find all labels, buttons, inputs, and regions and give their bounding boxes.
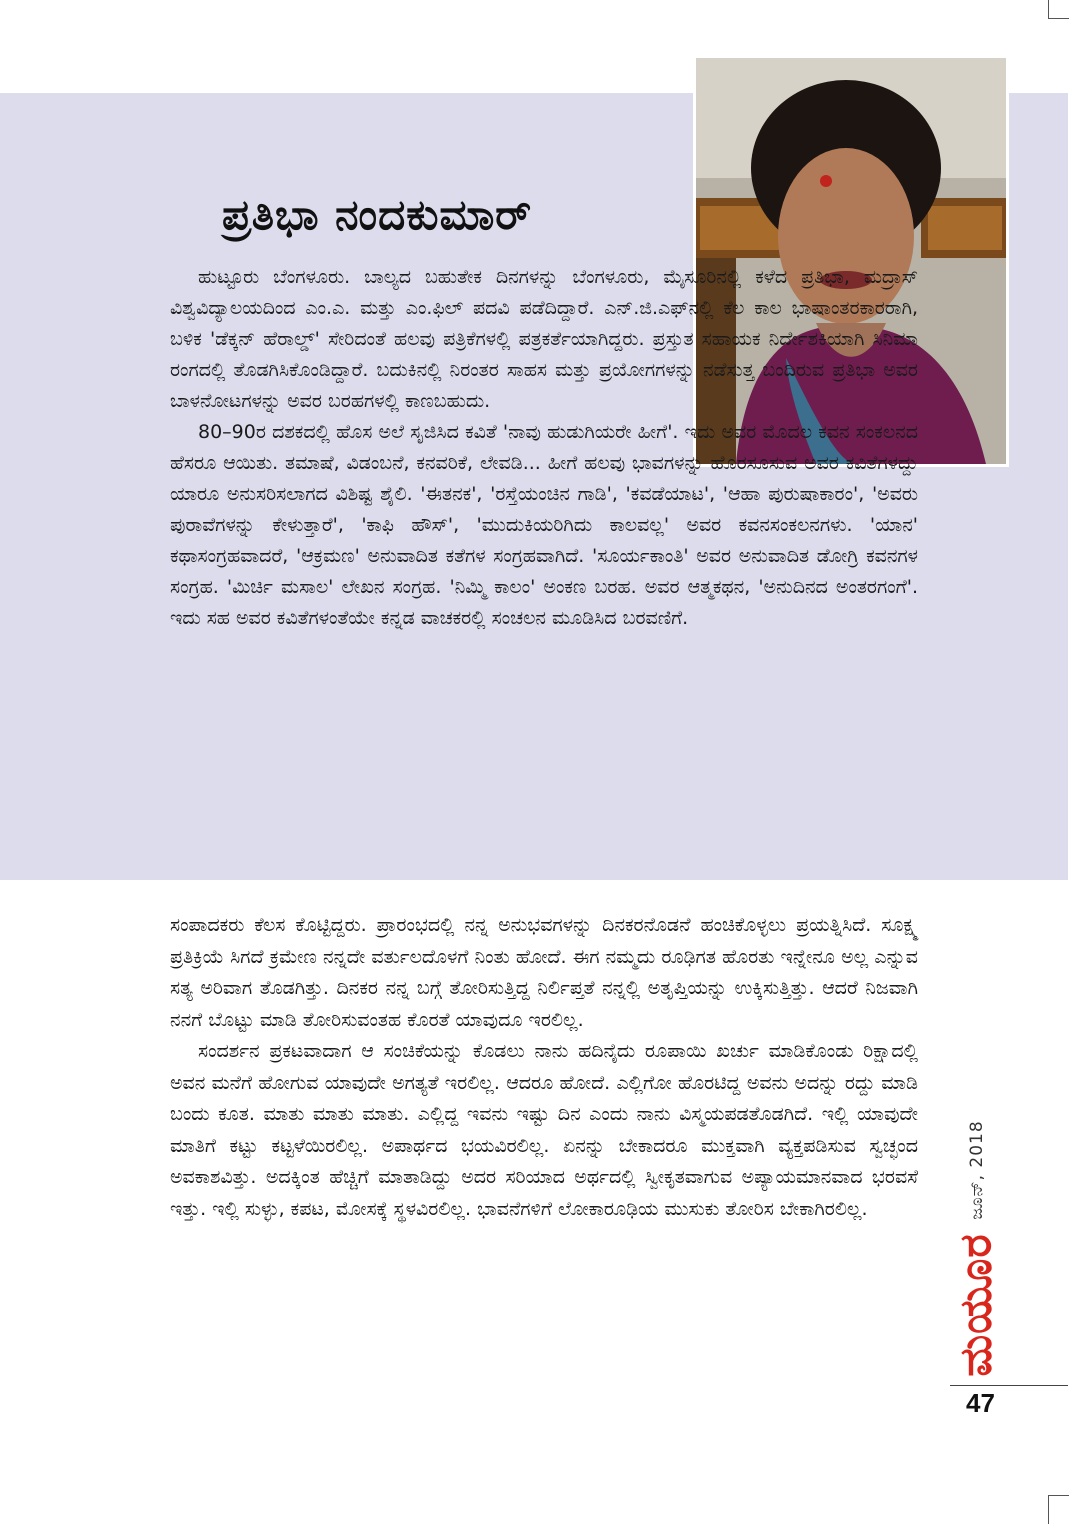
issue-date-text: ಜೂನ್, 2018 <box>967 1120 987 1220</box>
magazine-logo-text: ಮಯೂರ <box>950 1233 1002 1377</box>
article-paragraph: ಸಂಪಾದಕರು ಕೆಲಸ ಕೊಟ್ಟಿದ್ದರು. ಪ್ರಾರಂಭದಲ್ಲಿ ನನ್ನ ಅನುಭವಗಳನ್ನು ದಿನಕರನೊಡನೆ ಹಂಚಿಕೊಳ್ಳಲು ಪ್ರಯತ್ನಿಸಿದೆ. ಸೂಕ್ಷ್ಮ ಪ್ರತಿಕ್ರಿಯೆ ಸಿಗದೆ ಕ್ರಮೇಣ ನನ್ನದೇ ವರ್ತುಲದೊಳಗೆ ನಿಂತು ಹೋದೆ. ಈಗ ನಮ್ಮದು ರೂಢಿಗತ ಹೊರತು ಇನ್ನೇನೂ ಅಲ್ಲ ಎನ್ನುವ ಸತ್ಯ ಅರಿವಾಗ ತೊಡಗಿತ್ತು. ದಿನಕರ ನನ್ನ ಬಗ್ಗೆ ತೋರಿಸುತ್ತಿದ್ದ ನಿರ್ಲಿಪ್ತತೆ ನನ್ನಲ್ಲಿ ಅತೃಪ್ತಿಯನ್ನು ಉಕ್ಕಿಸುತ್ತಿತ್ತು. ಆದರೆ ನಿಜವಾಗಿ ನನಗೆ ಬೊಟ್ಟು ಮಾಡಿ ತೋರಿಸುವಂತಹ ಕೊರತೆ ಯಾವುದೂ ಇರಲಿಲ್ಲ. <box>170 914 918 1031</box>
bio-paragraph: ಹುಟ್ಟೂರು ಬೆಂಗಳೂರು. ಬಾಲ್ಯದ ಬಹುತೇಕ ದಿನಗಳನ್ನು ಬೆಂಗಳೂರು, ಮೈಸೂರಿನಲ್ಲಿ ಕಳೆದ ಪ್ರತಿಭಾ, ಮದ್ರಾಸ್ ವಿಶ್ವವಿದ್ಯಾಲಯದಿಂದ ಎಂ.ಎ. ಮತ್ತು ಎಂ.ಫಿಲ್ ಪದವಿ ಪಡೆದಿದ್ದಾರೆ. ಎನ್.ಜಿ.ಎಫ್‌ನಲ್ಲಿ ಕೆಲ ಕಾಲ ಭಾಷಾಂತರಕಾರರಾಗಿ, ಬಳಿಕ 'ಡೆಕ್ಕನ್ ಹೆರಾಲ್ಡ್' ಸೇರಿದಂತೆ ಹಲವು ಪತ್ರಿಕೆಗಳಲ್ಲಿ ಪತ್ರಕರ್ತೆಯಾಗಿದ್ದರು. ಪ್ರಸ್ತುತ ಸಹಾಯಕ ನಿರ್ದೇಶಕಿಯಾಗಿ ಸಿನಿಮಾ ರಂಗದಲ್ಲಿ ತೊಡಗಿಸಿಕೊಂಡಿದ್ದಾರೆ. ಬದುಕಿನಲ್ಲಿ ನಿರಂತರ ಸಾಹಸ ಮತ್ತು ಪ್ರಯೋಗಗಳನ್ನು ನಡೆಸುತ್ತ ಬಂದಿರುವ ಪ್ರತಿಭಾ ಅವರ ಬಾಳನೋಟಗಳನ್ನು ಅವರ ಬರಹಗಳಲ್ಲಿ ಕಾಣಬಹುದು. <box>170 266 918 412</box>
magazine-logo <box>948 1235 1004 1375</box>
page-number: 47 <box>966 1388 995 1418</box>
article-paragraph: ಸಂದರ್ಶನ ಪ್ರಕಟವಾದಾಗ ಆ ಸಂಚಿಕೆಯನ್ನು ಕೊಡಲು ನಾನು ಹದಿನೈದು ರೂಪಾಯಿ ಖರ್ಚು ಮಾಡಿಕೊಂಡು ರಿಕ್ಷಾದಲ್ಲಿ ಅವನ ಮನೆಗೆ ಹೋಗುವ ಯಾವುದೇ ಅಗತ್ಯತೆ ಇರಲಿಲ್ಲ. ಆದರೂ ಹೋದೆ. ಎಲ್ಲಿಗೋ ಹೊರಟಿದ್ದ ಅವನು ಅದನ್ನು ರದ್ದು ಮಾಡಿ ಬಂದು ಕೂತ. ಮಾತು ಮಾತು ಮಾತು. ಎಲ್ಲಿದ್ದ ಇವನು ಇಷ್ಟು ದಿನ ಎಂದು ನಾನು ವಿಸ್ಮಯಪಡತೊಡಗಿದೆ. ಇಲ್ಲಿ ಯಾವುದೇ ಮಾತಿಗೆ ಕಟ್ಟು ಕಟ್ಟಳೆಯಿರಲಿಲ್ಲ. ಅಪಾರ್ಥದ ಭಯವಿರಲಿಲ್ಲ. ಏನನ್ನು ಬೇಕಾದರೂ ಮುಕ್ತವಾಗಿ ವ್ಯಕ್ತಪಡಿಸುವ ಸ್ವಚ್ಛಂದ ಅವಕಾಶವಿತ್ತು. ಅದಕ್ಕಿಂತ ಹೆಚ್ಚಿಗೆ ಮಾತಾಡಿದ್ದು ಅದರ ಸರಿಯಾದ ಅರ್ಥದಲ್ಲಿ ಸ್ವೀಕೃತವಾಗುವ ಅಪ್ಯಾಯಮಾನವಾದ ಭರವಸೆ ಇತ್ತು. ಇಲ್ಲಿ ಸುಳ್ಳು, ಕಪಟ, ಮೋಸಕ್ಕೆ ಸ್ಥಳವಿರಲಿಲ್ಲ. ಭಾವನೆಗಳಿಗೆ ಲೋಕಾರೂಢಿಯ ಮುಸುಕು ತೋರಿಸ ಬೇಕಾಗಿರಲಿಲ್ಲ. <box>170 1040 918 1220</box>
profile-bio <box>170 262 918 634</box>
article-body <box>170 910 918 1225</box>
crop-mark-bottom-right <box>1048 1495 1069 1524</box>
issue-date <box>962 1110 992 1230</box>
profile-name: ಪ್ರತಿಭಾ ನಂದಕುಮಾರ್ <box>222 190 533 239</box>
crop-mark-top-right <box>1048 0 1069 19</box>
bio-paragraph: 80–90ರ ದಶಕದಲ್ಲಿ ಹೊಸ ಅಲೆ ಸೃಜಿಸಿದ ಕವಿತೆ 'ನಾವು ಹುಡುಗಿಯರೇ ಹೀಗೆ'. ಇದು ಅವರ ಮೊದಲ ಕವನ ಸಂಕಲನದ ಹೆಸರೂ ಆಯಿತು. ತಮಾಷೆ, ವಿಡಂಬನೆ, ಕನವರಿಕೆ, ಲೇವಡಿ... ಹೀಗೆ ಹಲವು ಭಾವಗಳನ್ನು ಹೊರಸೂಸುವ ಅವರ ಕವಿತೆಗಳದ್ದು ಯಾರೂ ಅನುಸರಿಸಲಾಗದ ವಿಶಿಷ್ಟ ಶೈಲಿ. 'ಈತನಕ', 'ರಸ್ತೆಯಂಚಿನ ಗಾಡಿ', 'ಕವಡೆಯಾಟ', 'ಆಹಾ ಪುರುಷಾಕಾರಂ', 'ಅವರು ಪುರಾವೆಗಳನ್ನು ಕೇಳುತ್ತಾರೆ', 'ಕಾಫಿ ಹೌಸ್', 'ಮುದುಕಿಯರಿಗಿದು ಕಾಲವಲ್ಲ' ಅವರ ಕವನಸಂಕಲನಗಳು. 'ಯಾನ' ಕಥಾಸಂಗ್ರಹವಾದರೆ, 'ಆಕ್ರಮಣ' ಅನುವಾದಿತ ಕತೆಗಳ ಸಂಗ್ರಹವಾಗಿದೆ. 'ಸೂರ್ಯಕಾಂತಿ' ಅವರ ಅನುವಾದಿತ ಡೋಗ್ರಿ ಕವನಗಳ ಸಂಗ್ರಹ. 'ಮಿರ್ಚಿ ಮಸಾಲ' ಲೇಖನ ಸಂಗ್ರಹ. 'ನಿಮ್ಮಿ ಕಾಲಂ' ಅಂಕಣ ಬರಹ. ಅವರ ಆತ್ಮಕಥನ, 'ಅನುದಿನದ ಅಂತರಗಂಗೆ'. ಇದು ಸಹ ಅವರ ಕವಿತೆಗಳಂತೆಯೇ ಕನ್ನಡ ವಾಚಕರಲ್ಲಿ ಸಂಚಲನ ಮೂಡಿಸಿದ ಬರವಣಿಗೆ. <box>170 421 918 629</box>
page-number-rule <box>950 1385 1068 1386</box>
